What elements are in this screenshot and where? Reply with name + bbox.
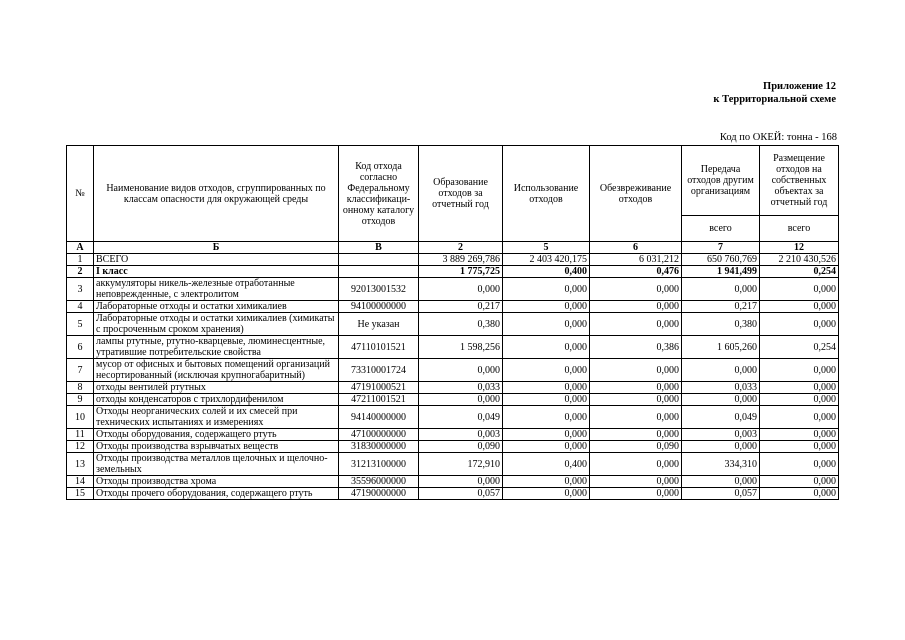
col-transferred-total-header: всего: [682, 216, 760, 242]
table-row: [67, 394, 839, 406]
row-used: 0,000: [503, 406, 590, 429]
row-placed: 0,000: [760, 476, 839, 488]
letter-v: В: [339, 242, 419, 254]
row-code: [339, 266, 419, 278]
row-code: 47211001521: [339, 394, 419, 406]
row-name: мусор от офисных и бытовых помещений организаций несортированный (исключая крупногабаритный): [94, 359, 339, 382]
row-code: 92013001532: [339, 278, 419, 301]
row-code: [339, 254, 419, 266]
table-row: [67, 488, 839, 500]
table-row: [67, 476, 839, 488]
row-placed: 0,000: [760, 359, 839, 382]
row-placed: 0,000: [760, 488, 839, 500]
col-placed-total-header: всего: [760, 216, 839, 242]
letter-7: 7: [682, 242, 760, 254]
row-code: 35596000000: [339, 476, 419, 488]
row-placed: 0,000: [760, 382, 839, 394]
row-neutralized: 0,000: [590, 429, 682, 441]
row-name: Отходы производства взрывчатых веществ: [94, 441, 339, 453]
row-code: 47110101521: [339, 336, 419, 359]
row-name: Лабораторные отходы и остатки химикалиев: [94, 301, 339, 313]
table-row: [67, 266, 839, 278]
row-name: отходы конденсаторов с трихлордифенилом: [94, 394, 339, 406]
col-name-header: Наименование видов отходов, сгруппированных по классам опасности для окружающей среды: [94, 146, 339, 242]
row-transferred: 1 941,499: [682, 266, 760, 278]
row-formed: 1 598,256: [419, 336, 503, 359]
row-neutralized: 6 031,212: [590, 254, 682, 266]
col-number-header: №: [67, 146, 94, 242]
row-name: лампы ртутные, ртутно-кварцевые, люминесцентные, утратившие потребительские свойства: [94, 336, 339, 359]
letter-2: 2: [419, 242, 503, 254]
table-row: [67, 254, 839, 266]
row-used: 0,400: [503, 266, 590, 278]
row-used: 0,000: [503, 278, 590, 301]
row-name: Отходы неорганических солей и их смесей при технических испытаниях и измерениях: [94, 406, 339, 429]
row-placed: 0,000: [760, 394, 839, 406]
row-code: 73310001724: [339, 359, 419, 382]
waste-table: [66, 145, 839, 500]
row-neutralized: 0,000: [590, 488, 682, 500]
row-neutralized: 0,000: [590, 382, 682, 394]
col-placed-header: Размещение отходов на собственных объектах за отчетный год: [760, 146, 839, 216]
row-formed: 3 889 269,786: [419, 254, 503, 266]
row-used: 0,000: [503, 429, 590, 441]
row-formed: 0,000: [419, 476, 503, 488]
row-code: 94100000000: [339, 301, 419, 313]
row-used: 0,000: [503, 301, 590, 313]
row-neutralized: 0,000: [590, 394, 682, 406]
letter-5: 5: [503, 242, 590, 254]
row-placed: 0,000: [760, 441, 839, 453]
appendix-caption: [713, 80, 836, 106]
row-transferred: 0,057: [682, 488, 760, 500]
row-number: 4: [67, 301, 94, 313]
row-neutralized: 0,000: [590, 476, 682, 488]
row-number: 2: [67, 266, 94, 278]
okei-code: Код по ОКЕЙ: тонна - 168: [719, 132, 837, 143]
row-used: 0,000: [503, 313, 590, 336]
row-neutralized: 0,000: [590, 278, 682, 301]
row-neutralized: 0,000: [590, 406, 682, 429]
row-number: 3: [67, 278, 94, 301]
row-neutralized: 0,476: [590, 266, 682, 278]
row-formed: 0,217: [419, 301, 503, 313]
table-row: [67, 359, 839, 382]
row-name: ВСЕГО: [94, 254, 339, 266]
row-neutralized: 0,090: [590, 441, 682, 453]
row-number: 5: [67, 313, 94, 336]
row-code: 31213100000: [339, 453, 419, 476]
row-transferred: 0,000: [682, 359, 760, 382]
row-name: отходы вентилей ртутных: [94, 382, 339, 394]
row-placed: 0,000: [760, 453, 839, 476]
table-row: [67, 301, 839, 313]
table-row: [67, 429, 839, 441]
row-formed: 0,380: [419, 313, 503, 336]
row-number: 7: [67, 359, 94, 382]
row-transferred: 0,000: [682, 476, 760, 488]
row-used: 2 403 420,175: [503, 254, 590, 266]
table-row: [67, 441, 839, 453]
row-name: Лабораторные отходы и остатки химикалиев (химикаты с просроченным сроком хранения): [94, 313, 339, 336]
table-row: [67, 278, 839, 301]
row-code: Не указан: [339, 313, 419, 336]
col-neutralized-header: Обезвреживание отходов: [590, 146, 682, 242]
row-number: 10: [67, 406, 94, 429]
row-transferred: 0,049: [682, 406, 760, 429]
appendix-number: Приложение 12: [763, 81, 836, 92]
table-body: [67, 254, 839, 500]
row-number: 8: [67, 382, 94, 394]
row-neutralized: 0,000: [590, 359, 682, 382]
letter-a: А: [67, 242, 94, 254]
row-placed: 0,000: [760, 278, 839, 301]
row-transferred: 0,000: [682, 441, 760, 453]
row-neutralized: 0,000: [590, 301, 682, 313]
row-used: 0,000: [503, 441, 590, 453]
row-placed: 0,000: [760, 429, 839, 441]
row-transferred: 1 605,260: [682, 336, 760, 359]
row-formed: 0,049: [419, 406, 503, 429]
row-transferred: 0,000: [682, 278, 760, 301]
row-name: Отходы производства хрома: [94, 476, 339, 488]
row-neutralized: 0,386: [590, 336, 682, 359]
row-number: 11: [67, 429, 94, 441]
row-transferred: 0,033: [682, 382, 760, 394]
row-used: 0,000: [503, 394, 590, 406]
row-transferred: 0,217: [682, 301, 760, 313]
row-placed: 0,254: [760, 336, 839, 359]
row-number: 1: [67, 254, 94, 266]
row-formed: 0,090: [419, 441, 503, 453]
col-used-header: Использование отходов: [503, 146, 590, 242]
row-number: 15: [67, 488, 94, 500]
row-formed: 0,000: [419, 278, 503, 301]
row-used: 0,000: [503, 476, 590, 488]
row-name: аккумуляторы никель-железные отработанные неповрежденные, с электролитом: [94, 278, 339, 301]
row-number: 6: [67, 336, 94, 359]
row-transferred: 0,380: [682, 313, 760, 336]
row-transferred: 0,003: [682, 429, 760, 441]
row-name: Отходы прочего оборудования, содержащего ртуть: [94, 488, 339, 500]
row-used: 0,000: [503, 336, 590, 359]
row-name: Отходы производства металлов щелочных и щелочно-земельных: [94, 453, 339, 476]
row-placed: 0,000: [760, 313, 839, 336]
table-row: [67, 453, 839, 476]
appendix-subtitle: к Территориальной схеме: [713, 94, 836, 105]
table-row: [67, 336, 839, 359]
row-formed: 0,000: [419, 359, 503, 382]
row-formed: 0,057: [419, 488, 503, 500]
row-placed: 2 210 430,526: [760, 254, 839, 266]
row-used: 0,000: [503, 488, 590, 500]
row-formed: 172,910: [419, 453, 503, 476]
row-used: 0,000: [503, 359, 590, 382]
col-formed-header: Образование отходов за отчетный год: [419, 146, 503, 242]
row-placed: 0,000: [760, 406, 839, 429]
table-row: [67, 406, 839, 429]
row-neutralized: 0,000: [590, 453, 682, 476]
col-code-header: Код отхода согласно Федеральному классификаци-онному каталогу отходов: [339, 146, 419, 242]
row-transferred: 650 760,769: [682, 254, 760, 266]
row-number: 9: [67, 394, 94, 406]
row-formed: 0,003: [419, 429, 503, 441]
letter-6: 6: [590, 242, 682, 254]
row-code: 47190000000: [339, 488, 419, 500]
row-number: 13: [67, 453, 94, 476]
column-letters-row: [67, 242, 839, 254]
letter-12: 12: [760, 242, 839, 254]
row-code: 31830000000: [339, 441, 419, 453]
row-name: I класс: [94, 266, 339, 278]
row-formed: 0,033: [419, 382, 503, 394]
table-row: [67, 313, 839, 336]
row-transferred: 0,000: [682, 394, 760, 406]
row-used: 0,000: [503, 382, 590, 394]
row-transferred: 334,310: [682, 453, 760, 476]
row-code: 47100000000: [339, 429, 419, 441]
row-number: 14: [67, 476, 94, 488]
row-name: Отходы оборудования, содержащего ртуть: [94, 429, 339, 441]
table-row: [67, 382, 839, 394]
row-formed: 1 775,725: [419, 266, 503, 278]
row-neutralized: 0,000: [590, 313, 682, 336]
row-code: 47191000521: [339, 382, 419, 394]
letter-b: Б: [94, 242, 339, 254]
row-code: 94140000000: [339, 406, 419, 429]
row-number: 12: [67, 441, 94, 453]
row-used: 0,400: [503, 453, 590, 476]
row-placed: 0,000: [760, 301, 839, 313]
row-placed: 0,254: [760, 266, 839, 278]
col-transferred-header: Передача отходов другим организациям: [682, 146, 760, 216]
row-formed: 0,000: [419, 394, 503, 406]
